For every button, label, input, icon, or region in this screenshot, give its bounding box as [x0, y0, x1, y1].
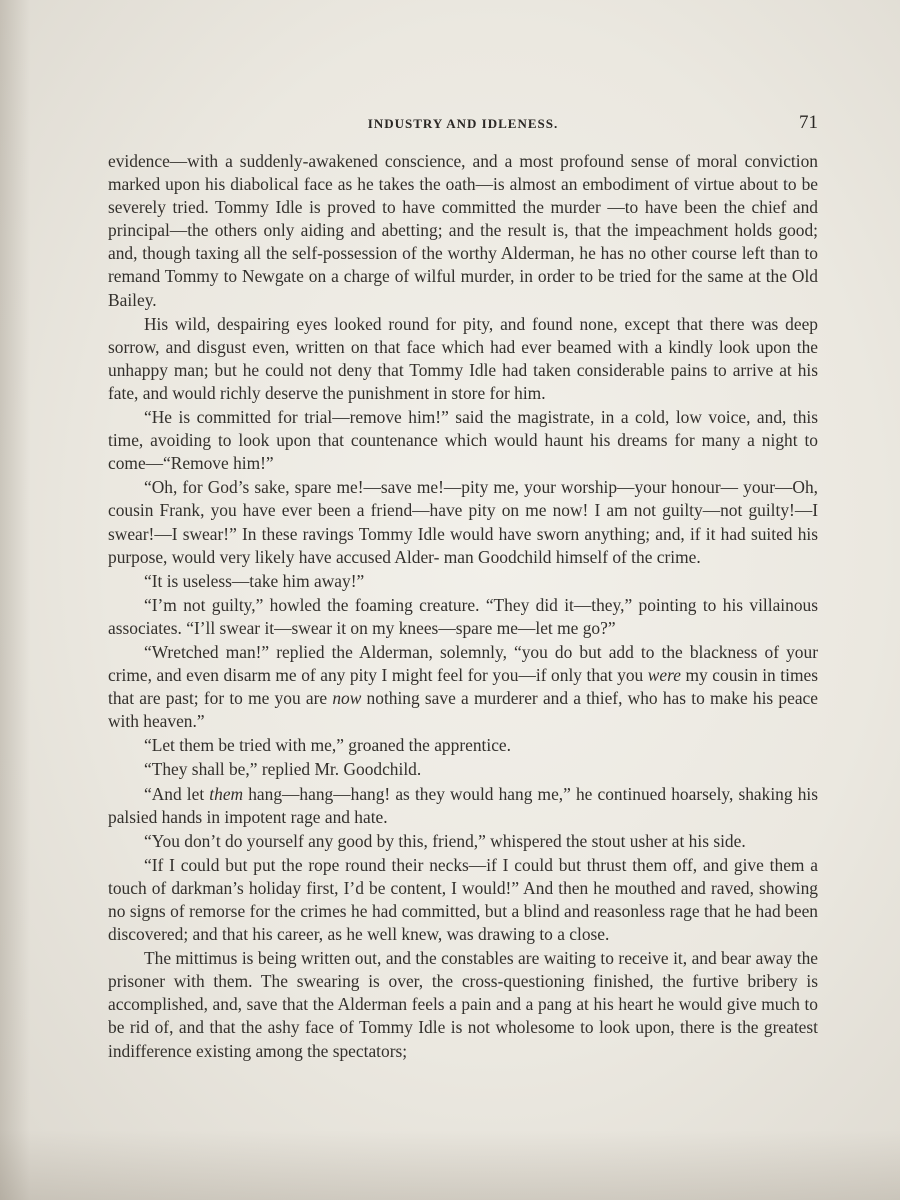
paragraph-text: “You don’t do yourself any good by this, friend,” whispered the stout usher at his side.: [144, 830, 746, 851]
paragraph: [108, 854, 818, 946]
paragraph-text: “Oh, for God’s sake, spare me!—save me!—pity me, your worship—your honour— your—Oh, cousin Frank, you have ever been a friend—have pity on me now! I am not guilty—not guilty!—I swear!—I swear!” In these ravings Tommy Idle would have sworn anything; and, if it had suited his purpose, would very likely have accused Alder- man Goodchild himself of the crime.: [108, 477, 818, 567]
paragraph-text: my cousin in times that are past; for to me you are: [108, 665, 818, 709]
paragraph: [108, 313, 818, 405]
paragraph-text: hang—hang—hang! as they would hang me,” he continued hoarsely, shaking his palsied hands in impotent rage and hate.: [108, 783, 818, 827]
paragraph-text: His wild, despairing eyes looked round for pity, and found none, except that there was deep sorrow, and disgust even, written on that face which had ever beamed with a kindly look upon the unhappy man; but he could not deny that Tommy Idle had taken considerable pains to arrive at his fate, and would richly deserve the punishment in store for him.: [108, 313, 818, 403]
paragraph-text: “And let: [144, 783, 210, 804]
paragraph-text: “He is committed for trial—remove him!” said the magistrate, in a cold, low voice, and, this time, avoiding to look upon that countenance which would haunt his dreams for many a night to come—“Remove him!”: [108, 407, 818, 474]
page-header: [108, 112, 818, 142]
italic-text: were: [647, 665, 681, 686]
paragraph: [108, 641, 818, 733]
paragraph-text: “They shall be,” replied Mr. Goodchild.: [144, 759, 422, 780]
italic-text: now: [332, 688, 362, 709]
paragraph: [108, 594, 818, 640]
paragraph: [108, 570, 818, 593]
paragraph-text: The mittimus is being written out, and the constables are waiting to receive it, and bear away the prisoner with them. The swearing is over, the cross-questioning finished, the furtive bribery is accomplished, and, save that the Alderman feels a pain and a pang at his heart he would give much to be rid of, and that the ashy face of Tommy Idle is not wholesome to look upon, there is the greatest indifference existing among the spectators;: [108, 948, 818, 1061]
paragraph: [108, 734, 818, 757]
italic-text: them: [209, 783, 244, 804]
paragraph-text: “It is useless—take him away!”: [144, 570, 365, 591]
paragraph-text: “If I could but put the rope round their necks—if I could but thrust them off, and give them a touch of darkman’s holiday first, I’d be content, I would!” And then he mouthed and raved, showing no signs of remorse for the crimes he had committed, but a blind and reasonless rage that he had been discovered; and that his career, as he well knew, was drawing to a close.: [108, 854, 818, 945]
body-text: [108, 150, 818, 1063]
paragraph: [108, 783, 818, 829]
running-head: INDUSTRY AND IDLENESS.: [367, 116, 559, 131]
paragraph-text: “I’m not guilty,” howled the foaming creature. “They did it—they,” pointing to his villainous associates. “I’ll swear it—swear it on my knees—spare me—let me go?”: [108, 594, 818, 638]
paragraph-text: nothing save a murderer and a thief, who has to make his peace with heaven.”: [108, 688, 818, 732]
paragraph: [108, 150, 818, 312]
bottom-shadow: [0, 1130, 900, 1200]
paragraph: [108, 758, 818, 781]
paragraph-text: “Let them be tried with me,” groaned the apprentice.: [144, 735, 511, 756]
paragraph: [108, 830, 818, 853]
binding-shadow: [0, 0, 30, 1200]
paragraph-text: “Wretched man!” replied the Alderman, solemnly, “you do but add to the blackness of your crime, and even disarm me of any pity I might feel for you—if only that you: [108, 641, 818, 686]
paragraph: [108, 476, 818, 568]
paragraph-text: evidence—with a suddenly-awakened conscience, and a most profound sense of moral conviction marked upon his diabolical face as he takes the oath—is almost an embodiment of virtue about to be severely tried. Tommy Idle is proved to have committed the murder —to have been the chief and principal—the others only aiding and abetting; and the result is, that the impeachment holds good; and, though taxing all the self-possession of the worthy Alderman, he has no other course left than to remand Tommy to Newgate on a charge of wilful murder, in order to be tried for the same at the Old Bailey.: [108, 151, 818, 310]
paragraph: [108, 406, 818, 475]
paragraph: [108, 947, 818, 1062]
page-number: 71: [799, 112, 818, 133]
